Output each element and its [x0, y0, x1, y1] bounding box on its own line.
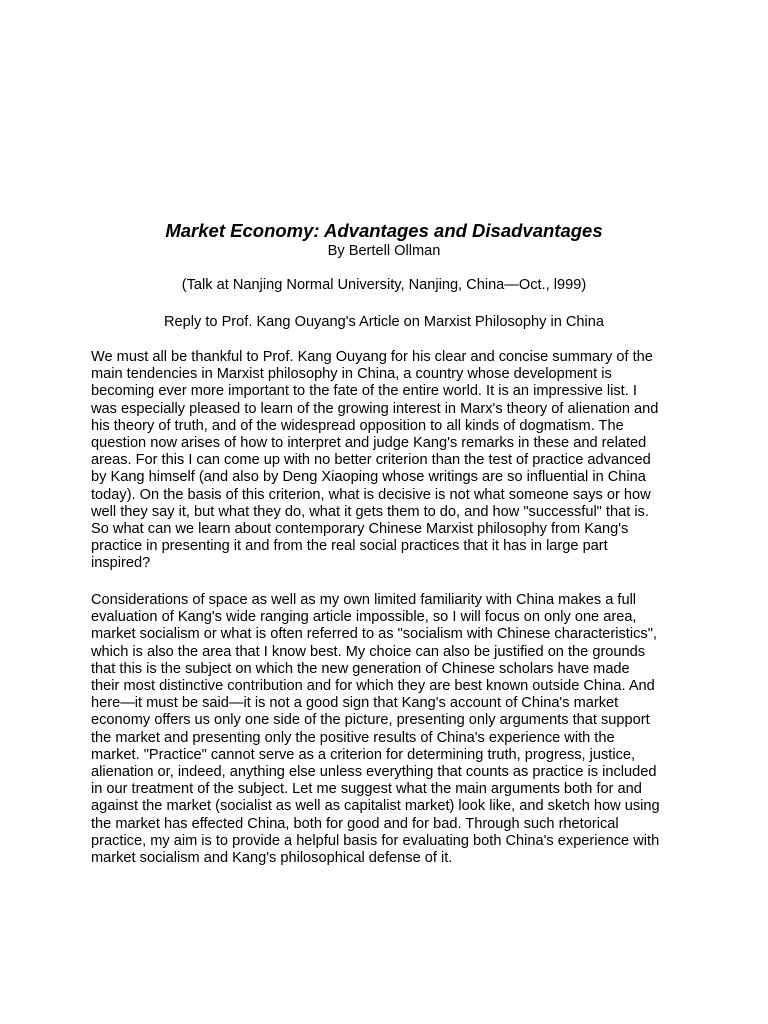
paragraph-line: in our treatment of the subject. Let me suggest what the main arguments both for and [91, 781, 642, 798]
paragraph-line: which is also the area that I know best. My choice can also be justified on the grounds [91, 643, 646, 660]
paragraph-line: becoming ever more important to the fate of the entire world. It is an impressive list. I [91, 383, 637, 400]
body-paragraph-2 [91, 592, 691, 867]
paragraph-line: market socialism or what is often referred to as "socialism with Chinese characteristics", [91, 626, 657, 643]
paragraph-line: here—it must be said—it is not a good sign that Kang's account of China's market [91, 695, 619, 712]
paragraph-line: today). On the basis of this criterion, what is decisive is not what someone says or how [91, 486, 651, 503]
body-paragraph-1 [91, 349, 691, 573]
paragraph-line: that this is the subject on which the new generation of Chinese scholars have made [91, 660, 630, 677]
document-subtitle: Reply to Prof. Kang Ouyang's Article on Marxist Philosophy in China [163, 314, 604, 330]
paragraph-line: Considerations of space as well as my own limited familiarity with China makes a full [91, 592, 637, 608]
paragraph-line: inspired? [91, 555, 151, 572]
paragraph-line: was especially pleased to learn of the growing interest in Marx's theory of alienation and [91, 400, 659, 417]
paragraph-line: main tendencies in Marxist philosophy in China, a country whose development is [91, 366, 612, 383]
paragraph-line: We must all be thankful to Prof. Kang Ouyang for his clear and concise summary of the [91, 349, 653, 365]
paragraph-line: against the market (socialist as well as capitalist market) look like, and sketch how using [91, 798, 660, 815]
paragraph-line: their most distinctive contribution and for which they are best known outside China. And [91, 678, 655, 695]
paragraph-line: So what can we learn about contemporary Chinese Marxist philosophy from Kang's [91, 521, 629, 538]
paragraph-line: the market has effected China, both for good and for bad. Through such rhetorical [91, 815, 619, 832]
paragraph-line: market socialism and Kang's philosophical defense of it. [91, 850, 453, 867]
paragraph-line: his theory of truth, and of the widespread opposition to all kinds of dogmatism. The [91, 417, 624, 434]
paragraph-line: the market and presenting only the positive results of China's experience with the [91, 729, 615, 746]
paragraph-line: by Kang himself (and also by Deng Xiaoping whose writings are so influential in China [91, 469, 646, 486]
paragraph-line: evaluation of Kang's wide ranging article impossible, so I will focus on only one area, [91, 609, 637, 626]
paragraph-line: well they say it, but what they do, what it gets them to do, and how "successful" that is. [91, 503, 649, 520]
paragraph-line: question now arises of how to interpret and judge Kang's remarks in these and related [91, 435, 647, 452]
paragraph-line: practice in presenting it and from the real social practices that it has in large part [91, 538, 608, 555]
document-venue: (Talk at Nanjing Normal University, Nanjing, China—Oct., l999) [181, 277, 587, 293]
paragraph-line: alienation or, indeed, anything else unless everything that counts as practice is included [91, 764, 657, 781]
document-author: By Bertell Ollman [327, 243, 441, 259]
paragraph-line: areas. For this I can come up with no better criterion than the test of practice advanced [91, 452, 651, 469]
paragraph-line: economy offers us only one side of the picture, presenting only arguments that support [91, 712, 650, 729]
document-title: Market Economy: Advantages and Disadvantages [165, 220, 603, 241]
paragraph-line: practice, my aim is to provide a helpful basis for evaluating both China's experience with [91, 832, 660, 849]
paragraph-line: market. "Practice" cannot serve as a criterion for determining truth, progress, justice, [91, 746, 636, 763]
